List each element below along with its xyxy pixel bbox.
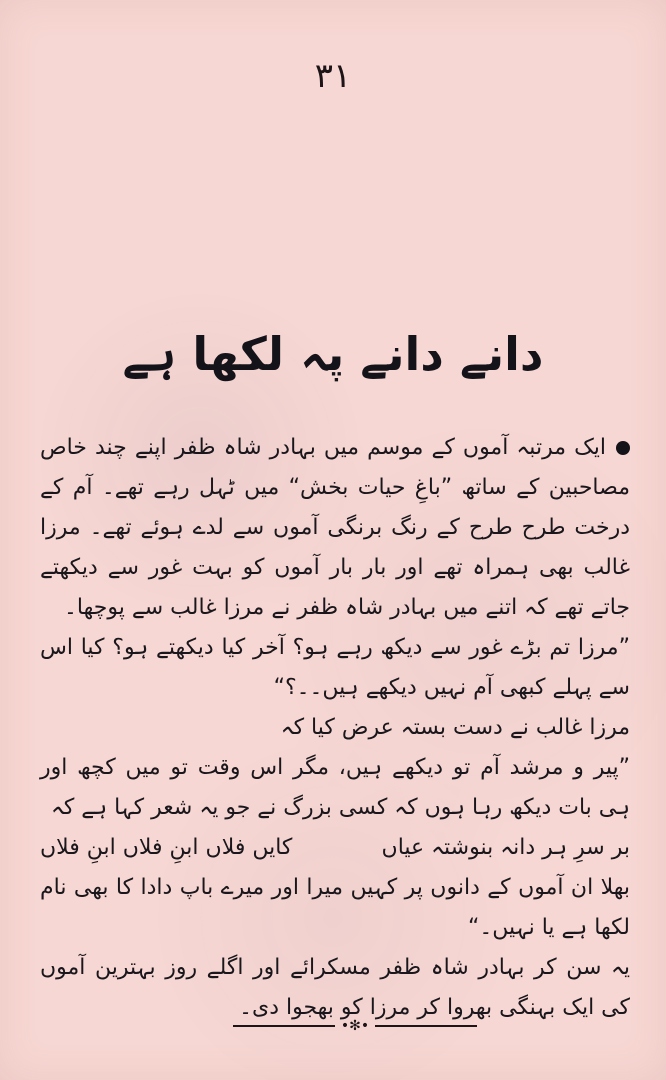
bullet-icon: [616, 441, 630, 455]
paragraph-5: بھلا ان آموں کے دانوں پر کہیں میرا اور میرے باپ دادا کا بھی نام لکھا ہے یا نہیں۔“: [40, 875, 630, 940]
paragraph-4: ”پیر و مرشد آم تو دیکھے ہیں، مگر اس وقت تو میں کچھ اور ہی بات دیکھ رہا ہوں کہ کسی بزرگ نے جو یہ شعر کہا ہے کہ: [40, 755, 630, 820]
paragraph-1-text: ایک مرتبہ آموں کے موسم میں بہادر شاہ ظفر اپنے چند خاص مصاحبین کے ساتھ ”باغِ حیات بخش“ میں ٹہل رہے تھے۔ آم کے درخت طرح طرح کے رنگ برنگی آموں سے لدے ہوئے تھے۔ مرزا غالب بھی ہمراہ تھے اور بار بار آموں کو بہت غور سے دیکھتے جاتے تھے کہ اتنے میں بہادر شاہ ظفر نے مرزا غالب سے پوچھا۔: [40, 435, 630, 620]
verse-first-hemistich: بر سرِ ہر دانہ بنوشتہ عیاں: [381, 835, 630, 860]
verse-second-hemistich: کایں فلاں ابنِ فلاں ابنِ فلاں: [40, 835, 293, 860]
paragraph-2: ”مرزا تم بڑے غور سے دیکھ رہے ہو؟ آخر کیا دیکھتے ہو؟ کیا اس سے پہلے کبھی آم نہیں دیکھے ہیں۔۔؟“: [40, 635, 630, 700]
paragraph-6: یہ سن کر بہادر شاہ ظفر مسکرائے اور اگلے روز بہترین آموں کی ایک بہنگی بھروا کر مرزا کو بھجوا دی۔: [40, 955, 630, 1020]
page-number: ۳۱: [314, 56, 352, 96]
ornament-flourish-icon: •✻•: [340, 1018, 370, 1034]
end-ornament: [233, 1016, 477, 1036]
paragraph-3: مرزا غالب نے دست بستہ عرض کیا کہ: [280, 715, 630, 740]
paragraph-1: [40, 428, 630, 628]
body-text: [40, 428, 630, 1028]
ornament-rule-right: [233, 1025, 335, 1027]
verse-couplet: [40, 828, 630, 868]
chapter-heading: دانے دانے پہ لکھا ہے: [122, 327, 544, 381]
ornament-rule-left: [375, 1025, 477, 1027]
